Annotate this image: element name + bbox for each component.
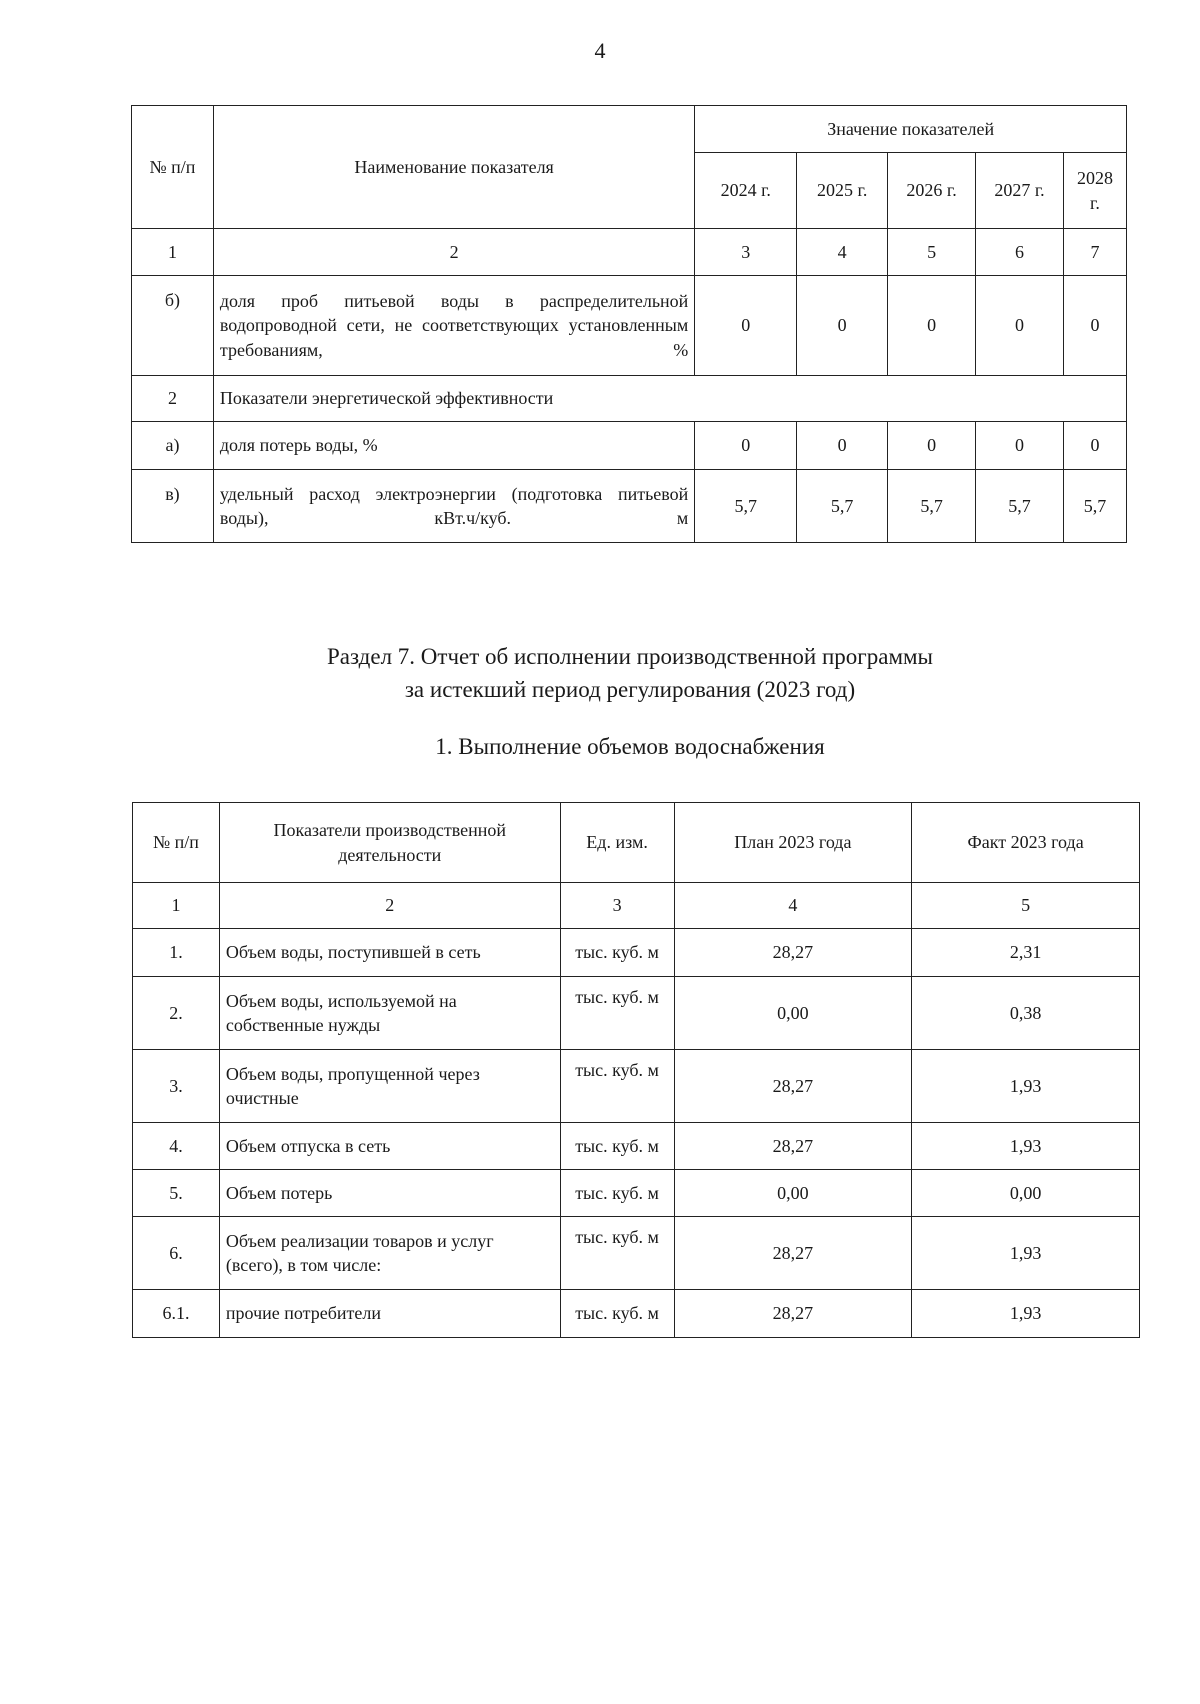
row-num: 3. [133,1050,220,1123]
header-fact: Факт 2023 года [912,803,1140,883]
header-num: № п/п [132,106,214,229]
column-number: 1 [133,883,220,929]
header-year: 2025 г. [797,153,888,229]
table-row [132,276,1127,376]
indicators-table [131,105,1127,543]
header-year: 2028 г. [1063,153,1126,229]
row-value: 0 [976,276,1064,376]
supply-table [132,802,1140,1338]
row-num: в) [132,470,214,543]
section-title [0,640,1200,707]
row-name: Объем воды, пропущенной через очистные [219,1050,560,1123]
column-number: 4 [674,883,912,929]
column-number: 2 [219,883,560,929]
row-name: удельный расход электроэнергии (подготовка питьевой воды), кВт.ч/куб. м [213,470,694,543]
row-fact: 0,38 [912,977,1140,1050]
table-row [132,376,1127,422]
table-row [132,470,1127,543]
row-num: 2. [133,977,220,1050]
table-row [133,1217,1140,1290]
row-value: 0 [695,422,797,470]
row-unit: тыс. куб. м [560,1290,674,1338]
row-num: 1. [133,929,220,977]
row-value: 0 [695,276,797,376]
row-value: 0 [797,422,888,470]
row-num: 5. [133,1170,220,1217]
column-number: 1 [132,229,214,276]
page-number: 4 [594,38,606,63]
row-fact: 1,93 [912,1050,1140,1123]
column-number: 4 [797,229,888,276]
column-number: 7 [1063,229,1126,276]
row-num: 2 [132,376,214,422]
section-title-line1: Раздел 7. Отчет об исполнении производственной программы [326,644,934,669]
row-value: 5,7 [888,470,976,543]
header-plan: План 2023 года [674,803,912,883]
table-row [133,977,1140,1050]
row-value: 0 [888,422,976,470]
row-value: 5,7 [695,470,797,543]
column-number: 5 [888,229,976,276]
row-value: 0 [1063,422,1126,470]
row-num: а) [132,422,214,470]
row-plan: 28,27 [674,1290,912,1338]
section-subtitle: 1. Выполнение объемов водоснабжения [435,734,825,759]
table-row [133,1123,1140,1170]
row-unit: тыс. куб. м [560,929,674,977]
header-year: 2026 г. [888,153,976,229]
row-fact: 2,31 [912,929,1140,977]
section-title-line2: за истекший период регулирования (2023 год) [404,677,856,703]
row-fact: 1,93 [912,1290,1140,1338]
row-value: 5,7 [976,470,1064,543]
row-num: 6.1. [133,1290,220,1338]
row-value: 0 [976,422,1064,470]
row-plan: 28,27 [674,1217,912,1290]
row-value: 0 [1063,276,1126,376]
row-fact: 0,00 [912,1170,1140,1217]
row-plan: 28,27 [674,929,912,977]
row-unit: тыс. куб. м [560,1217,674,1290]
column-number: 5 [912,883,1140,929]
table-row [133,929,1140,977]
column-numbers-row [133,883,1140,929]
column-number: 3 [695,229,797,276]
row-unit: тыс. куб. м [560,1123,674,1170]
row-value: 5,7 [1063,470,1126,543]
column-number: 6 [976,229,1064,276]
table-row [133,1290,1140,1338]
header-unit: Ед. изм. [560,803,674,883]
header-num: № п/п [133,803,220,883]
header-name: Показатели производственной деятельности [219,803,560,883]
row-name: доля потерь воды, % [213,422,694,470]
row-unit: тыс. куб. м [560,1050,674,1123]
row-num: 6. [133,1217,220,1290]
row-value: 0 [797,276,888,376]
row-plan: 28,27 [674,1050,912,1123]
column-number: 2 [213,229,694,276]
row-name: прочие потребители [219,1290,560,1338]
table-row [133,1050,1140,1123]
header-year: 2027 г. [976,153,1064,229]
row-name: Объем воды, используемой на собственные нужды [219,977,560,1050]
row-name: Объем воды, поступившей в сеть [219,929,560,977]
row-value: 0 [888,276,976,376]
row-plan: 0,00 [674,977,912,1050]
row-name: Объем потерь [219,1170,560,1217]
row-name: Объем отпуска в сеть [219,1123,560,1170]
row-fact: 1,93 [912,1217,1140,1290]
row-num: б) [132,276,214,376]
header-name: Наименование показателя [213,106,694,229]
header-year: 2024 г. [695,153,797,229]
column-numbers-row [132,229,1127,276]
row-value: 5,7 [797,470,888,543]
row-fact: 1,93 [912,1123,1140,1170]
row-name: Объем реализации товаров и услуг (всего), в том числе: [219,1217,560,1290]
row-name: Показатели энергетической эффективности [213,376,1126,422]
row-unit: тыс. куб. м [560,1170,674,1217]
row-name: доля проб питьевой воды в распределительной водопроводной сети, не соответствующих установленным требованиям, % [213,276,694,376]
row-unit: тыс. куб. м [560,977,674,1050]
table-row [133,1170,1140,1217]
row-num: 4. [133,1123,220,1170]
row-plan: 28,27 [674,1123,912,1170]
row-plan: 0,00 [674,1170,912,1217]
header-values-group: Значение показателей [695,106,1127,153]
table-row [132,422,1127,470]
column-number: 3 [560,883,674,929]
